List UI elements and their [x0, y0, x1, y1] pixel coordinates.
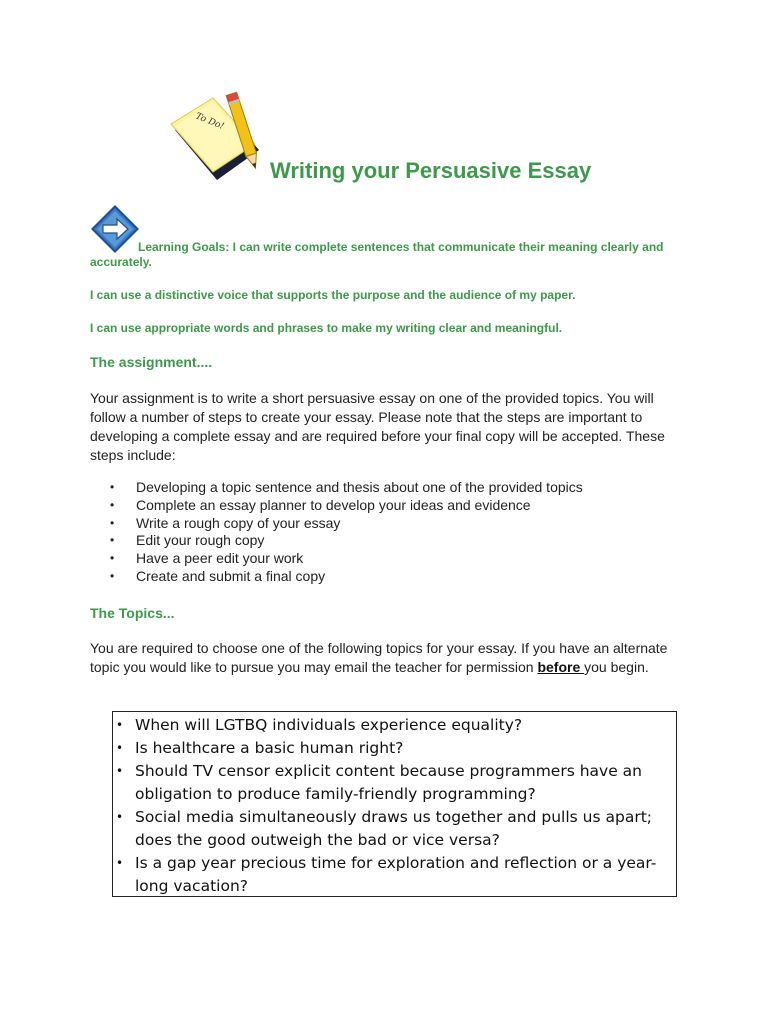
bullet-icon: •: [116, 856, 124, 870]
list-item: • Social media simultaneously draws us together and pulls us apart; does the good outweigh the bad or vice versa?: [116, 808, 653, 849]
assignment-text: Your assignment is to write a short persuasive essay on one of the provided topics. You will follow a number of steps to create your essay. Please note that the steps are important to developing a complete essay and are required before your final copy will be accepted. These steps include:: [90, 390, 665, 463]
list-item: • Is healthcare a basic human right?: [113, 737, 670, 760]
topics-list: [113, 714, 670, 898]
list-item: • When will LGTBQ individuals experience equality?: [113, 714, 670, 737]
assignment-heading: The assignment....: [90, 354, 213, 370]
list-item: • Create and submit a final copy: [110, 567, 326, 584]
list-item: • Complete an essay planner to develop your ideas and evidence: [110, 496, 531, 513]
notepad-text: To Do!: [193, 111, 226, 132]
learning-goal: Learning Goals: I can write complete sentences that communicate their meaning clearly and accurately.: [90, 240, 664, 269]
learning-goal: I can use appropriate words and phrases to make my writing clear and meaningful.: [90, 321, 563, 335]
learning-goal: I can use a distinctive voice that supports the purpose and the audience of my paper.: [90, 288, 576, 302]
list-item: • Write a rough copy of your essay: [110, 514, 341, 531]
topics-box: [112, 711, 677, 897]
list-item: • Edit your rough copy: [110, 532, 265, 549]
title-row: [165, 88, 725, 188]
bullet-icon: •: [110, 533, 115, 548]
list-item: • Should TV censor explicit content because programmers have an obligation to produce family-friendly programming?: [116, 762, 642, 803]
bullet-icon: •: [110, 515, 115, 530]
bullet-icon: •: [110, 551, 115, 566]
bullet-icon: •: [116, 741, 124, 755]
bullet-icon: •: [116, 718, 124, 732]
list-item: • Developing a topic sentence and thesis about one of the provided topics: [110, 479, 583, 495]
bullet-icon: •: [110, 497, 115, 512]
list-item: • Have a peer edit your work: [110, 550, 304, 567]
steps-list: [90, 479, 690, 586]
bullet-icon: •: [110, 568, 115, 583]
learning-goals: [90, 240, 680, 336]
list-item: • Is a gap year precious time for exploration and reflection or a year-long vacation?: [116, 854, 657, 895]
notepad-pencil-icon: [165, 88, 267, 184]
bullet-icon: •: [116, 810, 124, 824]
bullet-icon: •: [110, 480, 115, 494]
bullet-icon: •: [116, 764, 124, 778]
topics-intro: You are required to choose one of the following topics for your essay. If you have an alternate topic you would like to pursue you may email the teacher for permission before you begin.: [90, 640, 668, 675]
emphasis-before: before: [537, 659, 585, 675]
topics-heading: The Topics...: [90, 605, 175, 621]
page-title: Writing your Persuasive Essay: [270, 158, 592, 183]
